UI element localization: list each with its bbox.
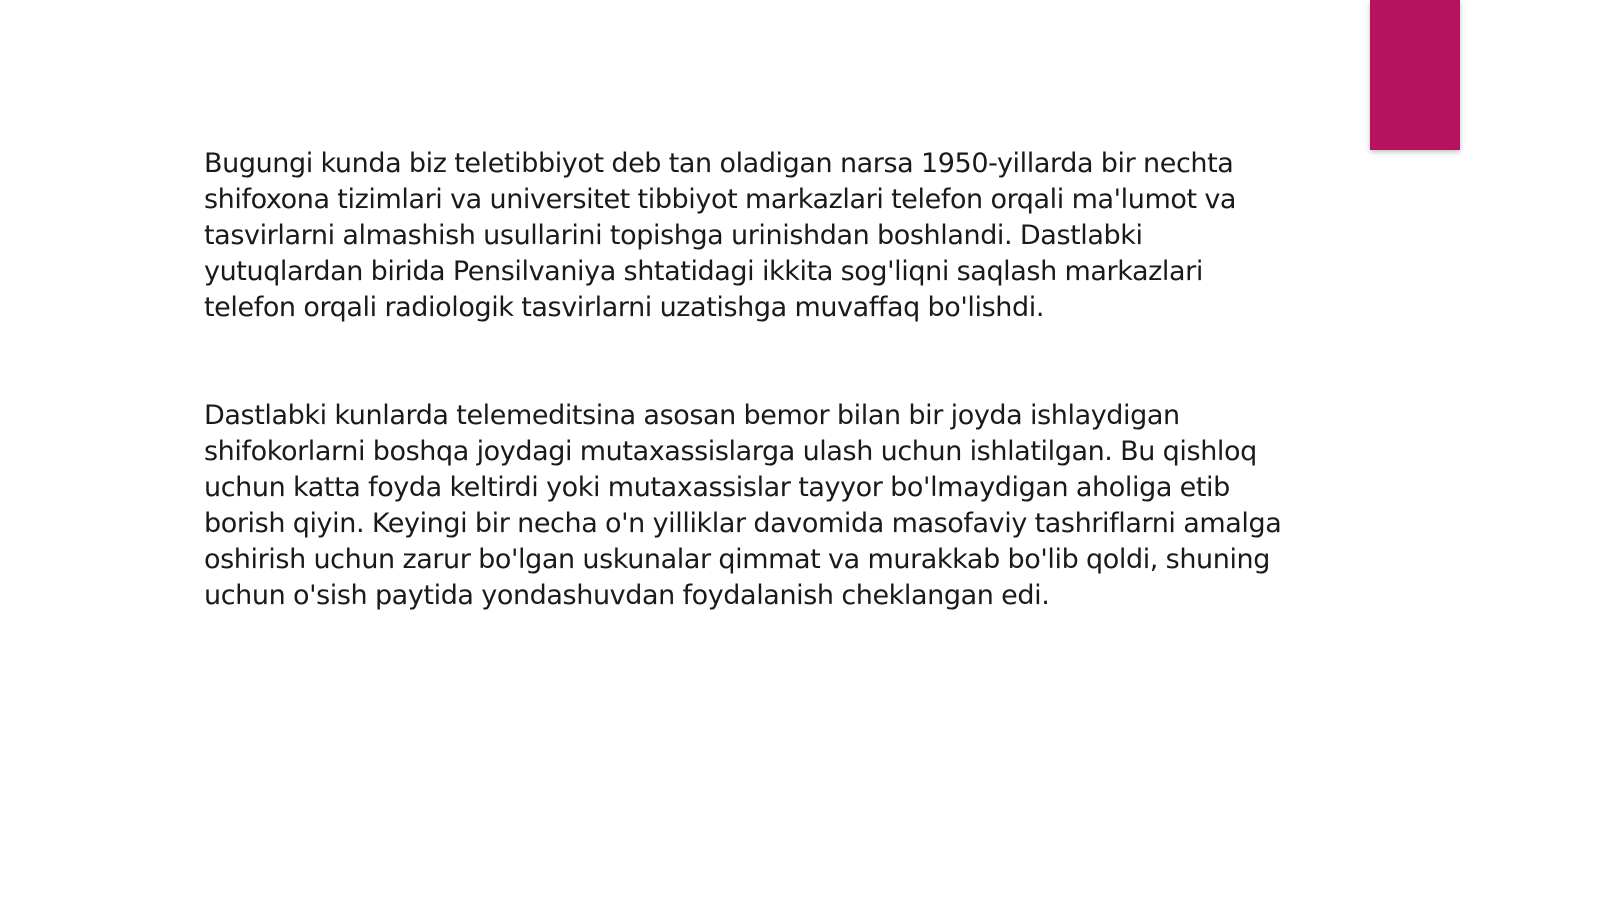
paragraph-2: Dastlabki kunlarda telemeditsina asosan bemor bilan bir joyda ishlaydigan shifokorlarni boshqa joydagi mutaxassislarga ulash uchun ishlatilgan. Bu qishloq uchun katta foyda keltirdi yoki mutaxassislar tayyor bo'lmaydigan aholiga etib borish qiyin. Keyingi bir necha o'n yilliklar davomida masofaviy tashriflarni amalga oshirish uchun zarur bo'lgan uskunalar qimmat va murakkab bo'lib qoldi, shuning uchun o'sish paytida yondashuvdan foydalanish cheklangan edi. [204, 400, 1282, 611]
paragraph-1: Bugungi kunda biz teletibbiyot deb tan oladigan narsa 1950-yillarda bir nechta shifoxona tizimlari va universitet tibbiyot markazlari telefon orqali ma'lumot va tasvirlarni almashish usullarini topishga urinishdan boshlandi. Dastlabki yutuqlardan birida Pensilvaniya shtatidagi ikkita sog'liqni saqlash markazlari telefon orqali radiologik tasvirlarni uzatishga muvaffaq bo'lishdi. [204, 148, 1237, 323]
accent-bar [1370, 0, 1460, 150]
slide-content [204, 146, 1364, 614]
